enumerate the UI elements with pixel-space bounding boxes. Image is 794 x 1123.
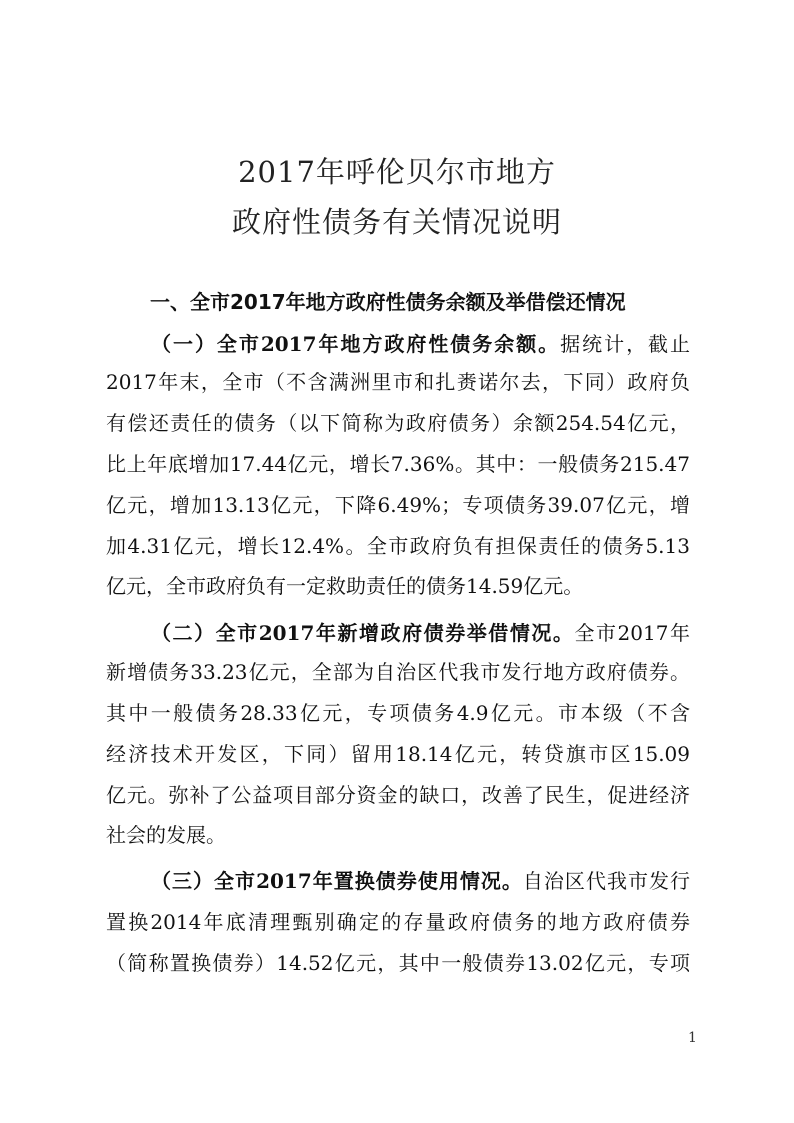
document-title-line2: 政府性债务有关情况说明: [231, 205, 562, 239]
paragraph1-line4: 比上年底增加17.44亿元，增长7.36%。其中：一般债务215.47: [106, 452, 690, 476]
paragraph2-line2: 新增债务33.23亿元，全部为自治区代我市发行地方政府债券。: [106, 660, 690, 684]
document-title-line1: 2017年呼伦贝尔市地方: [238, 155, 556, 189]
paragraph1-line3: 有偿还责任的债务（以下简称为政府债务）余额254.54亿元，: [106, 411, 690, 435]
paragraph1-line6: 加4.31亿元，增长12.4%。全市政府负有担保责任的债务5.13: [106, 534, 690, 558]
paragraph2-line3: 其中一般债务28.33亿元，专项债务4.9亿元。市本级（不含: [106, 701, 690, 725]
paragraph2-line6: 社会的发展。: [106, 823, 226, 847]
paragraph2-line5: 亿元。弥补了公益项目部分资金的缺口，改善了民生，促进经济: [106, 783, 690, 807]
paragraph3-line2: 置换2014年底清理甄别确定的存量政府债务的地方政府债券: [106, 910, 690, 934]
paragraph1-lead: （一）全市2017年地方政府性债务余额。: [151, 332, 561, 356]
paragraph3-line3: （简称置换债券）14.52亿元，其中一般债券13.02亿元，专项: [106, 951, 690, 975]
paragraph1-line5: 亿元，增加13.13亿元，下降6.49%；专项债务39.07亿元，增: [106, 493, 690, 517]
page-number: 1: [688, 1030, 697, 1046]
paragraph3-lead: （三）全市2017年置换债券使用情况。: [151, 869, 523, 893]
section1-heading: 一、全市2017年地方政府性债务余额及举借偿还情况: [150, 290, 626, 314]
paragraph-line: [151, 620, 690, 646]
paragraph1-line7: 亿元，全市政府负有一定救助责任的债务14.59亿元。: [106, 574, 584, 598]
paragraph-line: [151, 868, 690, 894]
paragraph-line: [151, 331, 690, 357]
paragraph3-line1-rest: 自治区代我市发行: [522, 869, 691, 893]
paragraph1-line2: 2017年末，全市（不含满洲里市和扎赉诺尔去，下同）政府负: [106, 370, 690, 394]
paragraph2-line4: 经济技术开发区，下同）留用18.14亿元，转贷旗市区15.09: [106, 742, 690, 766]
paragraph1-line1-rest: 据统计，截止: [560, 332, 691, 356]
paragraph2-line1-rest: 全市2017年: [574, 621, 690, 645]
paragraph2-lead: （二）全市2017年新增政府债券举借情况。: [151, 621, 575, 645]
